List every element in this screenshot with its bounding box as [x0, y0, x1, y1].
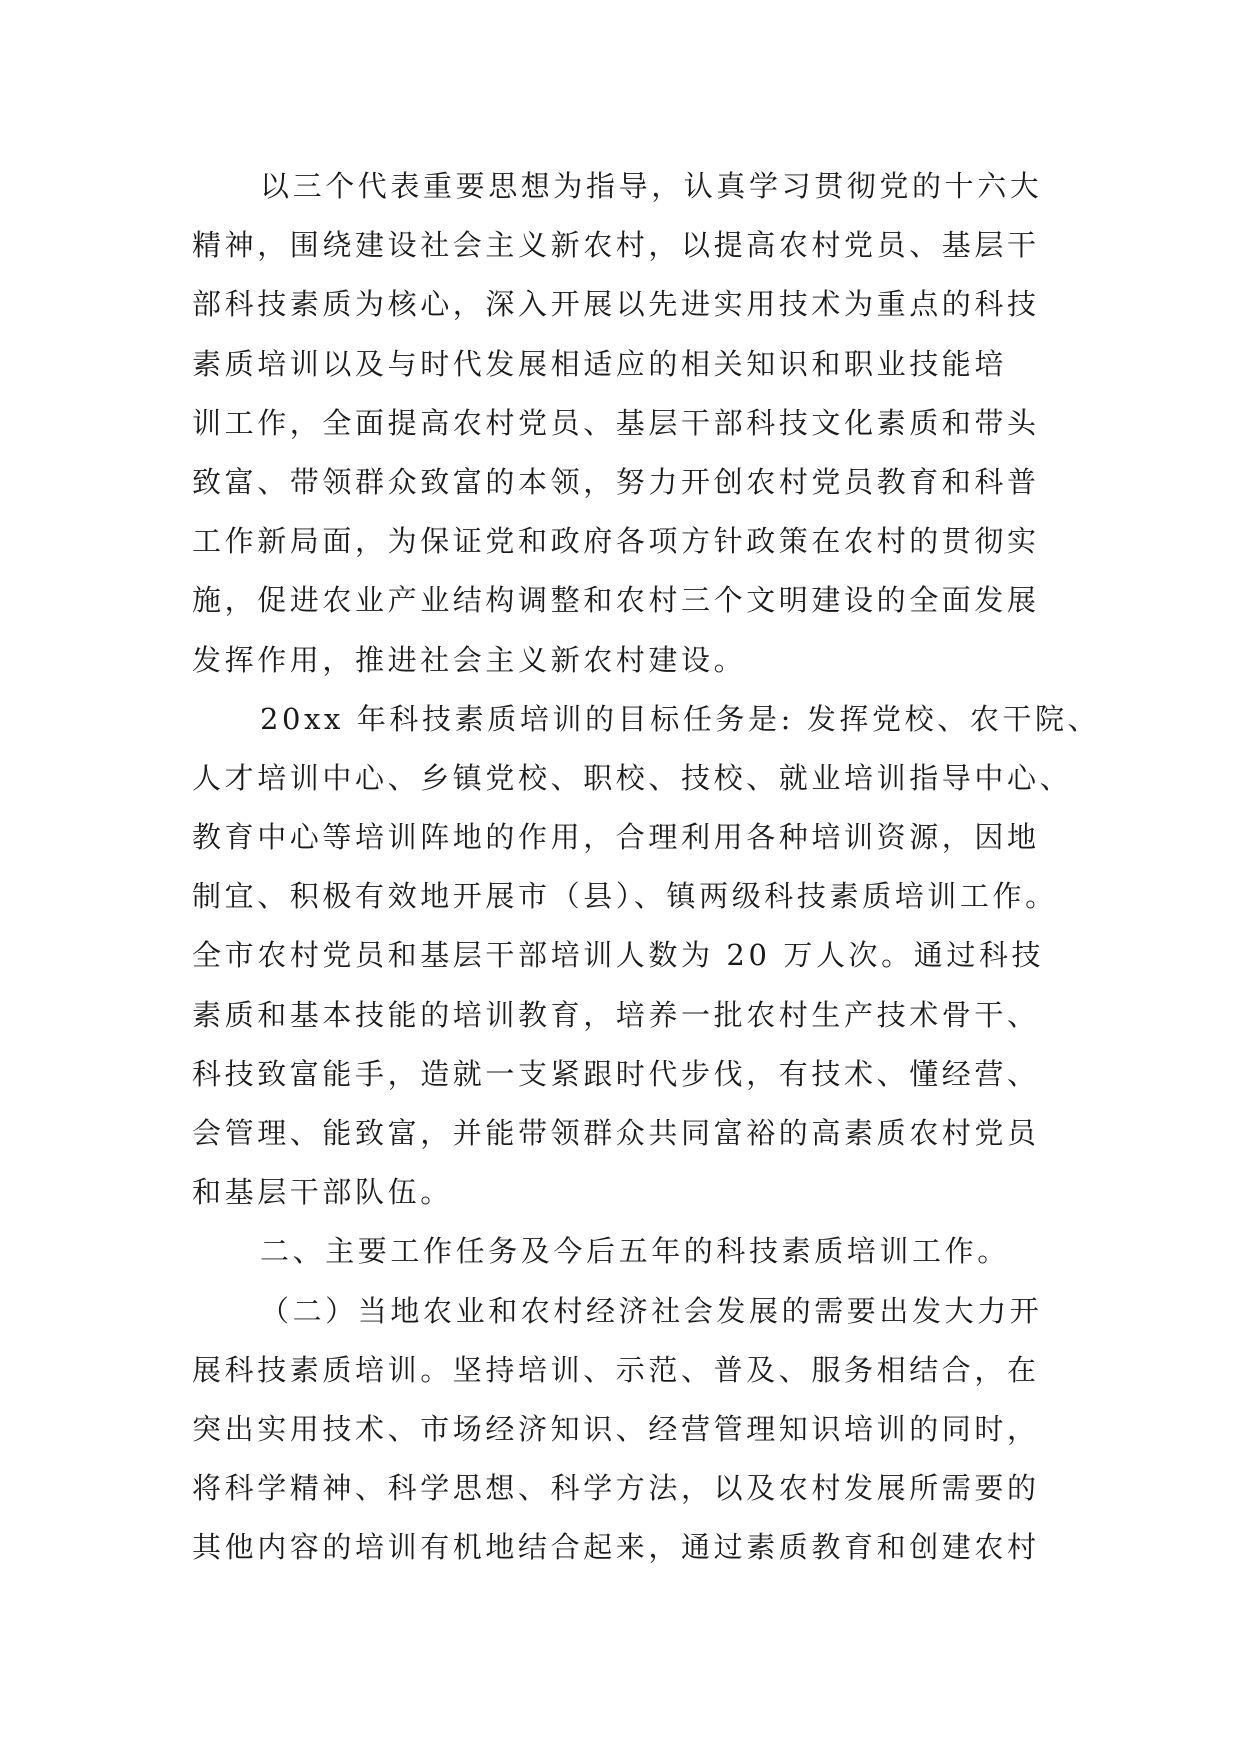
text-line: 人才培训中心、乡镇党校、职校、技校、就业培训指导中心、 — [192, 760, 1073, 795]
text-line: 和基层干部队伍。 — [192, 1175, 453, 1210]
document-body — [192, 157, 1101, 1578]
text-line: 二、主要工作任务及今后五年的科技素质培训工作。 — [260, 1234, 1010, 1269]
text-line: 施，促进农业产业结构调整和农村三个文明建设的全面发展 — [192, 583, 1040, 618]
text-line: 其他内容的培训有机地结合起来，通过素质教育和创建农村 — [192, 1530, 1040, 1565]
text-line: 素质和基本技能的培训教育，培养一批农村生产技术骨干、 — [192, 997, 1040, 1032]
text-line: 工作新局面，为保证党和政府各项方针政策在农村的贯彻实 — [192, 524, 1040, 559]
text-line: 发挥作用，推进社会主义新农村建设。 — [192, 642, 747, 677]
text-line: 展科技素质培训。坚持培训、示范、普及、服务相结合，在 — [192, 1352, 1040, 1387]
text-line: 会管理、能致富，并能带领群众共同富裕的高素质农村党员 — [192, 1116, 1040, 1150]
text-line: 训工作，全面提高农村党员、基层干部科技文化素质和带头 — [192, 405, 1040, 440]
text-line: 精神，围绕建设社会主义新农村，以提高农村党员、基层干 — [192, 228, 1040, 263]
text-line: 制宜、积极有效地开展市（县）、镇两级科技素质培训工作。 — [192, 879, 1058, 914]
text-line: 部科技素质为核心，深入开展以先进实用技术为重点的科技 — [192, 287, 1040, 322]
text-line: 突出实用技术、市场经济知识、经营管理知识培训的同时， — [192, 1411, 1040, 1446]
text-line: 全市农村党员和基层干部培训人数为 20 万人次。通过科技 — [192, 938, 1045, 973]
text-line: 以三个代表重要思想为指导，认真学习贯彻党的十六大 — [260, 169, 1043, 203]
text-line: 致富、带领群众致富的本领，努力开创农村党员教育和科普 — [192, 464, 1040, 499]
text-line: （二）当地农业和农村经济社会发展的需要出发大力开 — [260, 1293, 1043, 1328]
text-line: 教育中心等培训阵地的作用，合理利用各种培训资源，因地 — [192, 820, 1040, 855]
text-line: 将科学精神、科学思想、科学方法，以及农村发展所需要的 — [192, 1471, 1040, 1506]
text-line: 20xx 年科技素质培训的目标任务是: 发挥党校、农干院、 — [260, 701, 1101, 736]
text-line: 素质培训以及与时代发展相适应的相关知识和职业技能培 — [192, 346, 1008, 381]
text-line: 科技致富能手，造就一支紧跟时代步伐，有技术、懂经营、 — [192, 1056, 1040, 1091]
